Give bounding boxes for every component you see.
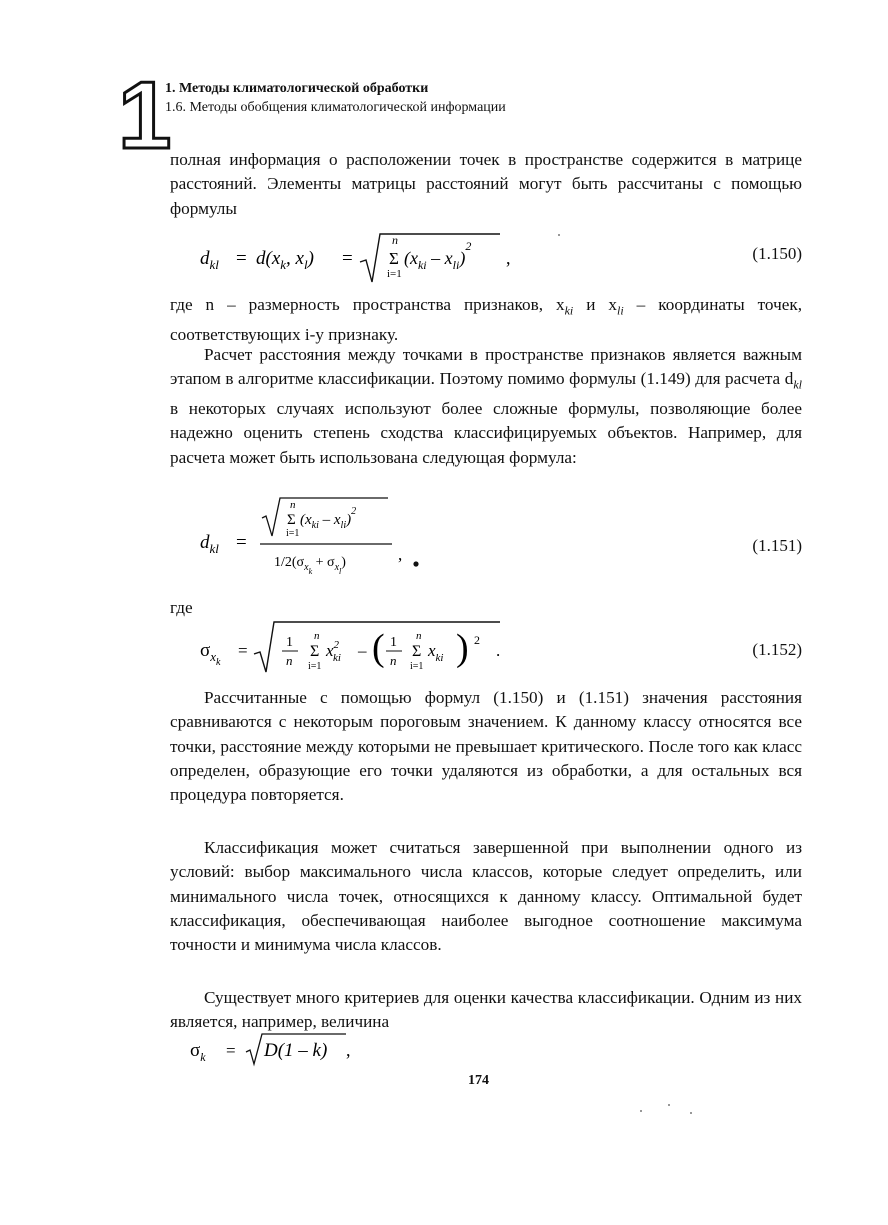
svg-text:n: n bbox=[392, 233, 398, 247]
svg-text:(: ( bbox=[372, 627, 385, 669]
svg-text:1: 1 bbox=[390, 635, 397, 650]
section-title: 1.6. Методы обобщения климатологической информации bbox=[165, 100, 506, 115]
paragraph-distance: Расчет расстояния между точками в пространстве признаков является важным этапом в алгоритме классификации. Поэтому помимо формулы (1.149) для расчета $d_{kl}$ в некоторых случаях используют более сложные формулы, позволяющие более надежно оценить степень сходства классифицируемых объектов. Например, для расчета может быть использована следующая формула: bbox=[170, 345, 802, 467]
scan-speck bbox=[558, 234, 560, 236]
svg-text:(xki – xli)2: $(x_{ki} - x_{li})^2$ bbox=[404, 239, 472, 272]
svg-text:i=1: i=1 bbox=[387, 268, 402, 280]
svg-text:n: n bbox=[390, 653, 397, 668]
chapter-title: 1. Методы климатологической обработки bbox=[165, 81, 429, 96]
svg-text:.: . bbox=[496, 641, 501, 660]
svg-text:,: , bbox=[346, 1040, 351, 1060]
paragraph-intro: полная информация о расположении точек в пространстве содержится в матрице расстояний. Элементы матрицы расстояний могут быть рассчитаны с помощью формулы bbox=[170, 150, 802, 218]
chapter-number: 1 bbox=[118, 62, 172, 169]
svg-text:i=1: i=1 bbox=[410, 661, 424, 672]
equation-1-151 bbox=[200, 494, 440, 584]
svg-text:D(1 – k): D(1 – k) bbox=[264, 1040, 328, 1061]
svg-text:,: , bbox=[398, 545, 403, 564]
svg-text:n: n bbox=[286, 653, 293, 668]
equation-number-1-152: (1.152) bbox=[752, 640, 802, 659]
paragraph-where-n: где n – размерность пространства признаков, $x_{ki}$ и $x_{li}$ – координаты точек, соответствующих i-у признаку. bbox=[170, 295, 802, 344]
svg-text:=: = bbox=[238, 641, 248, 660]
paragraph-classification: Классификация может считаться завершенной при выполнении одного из условий: выбор максимального числа классов, которые следует определить, или минимального числа точек, относящихся к данному классу. Оптимальной будет классификация, обеспечивающая наиболее выгодное соотношение максимума точности и минимума числа классов. bbox=[170, 838, 802, 955]
svg-text:–: – bbox=[358, 641, 367, 660]
equation-1-150 bbox=[200, 226, 530, 288]
svg-text:σk: $\sigma_k$ bbox=[190, 1040, 206, 1064]
equation-1-152 bbox=[200, 614, 530, 676]
svg-text:=: = bbox=[226, 1041, 236, 1060]
svg-text:(xki – xli)2: $(x_{ki} - x_{li})^2$ bbox=[300, 506, 357, 531]
svg-text:Σ: Σ bbox=[287, 512, 296, 528]
svg-text:n: n bbox=[314, 630, 320, 642]
svg-text:=: = bbox=[236, 532, 247, 553]
svg-text:,: , bbox=[506, 248, 511, 268]
svg-text:x2ki: $x^2$ ki bbox=[326, 639, 341, 664]
paragraph-where: где bbox=[170, 598, 193, 617]
equation-sigma-k bbox=[190, 1028, 390, 1068]
svg-text:): ) bbox=[456, 627, 469, 669]
svg-text:2: 2 bbox=[474, 633, 480, 647]
svg-text:=: = bbox=[236, 248, 247, 269]
scan-speck bbox=[690, 1112, 692, 1114]
svg-text:n: n bbox=[416, 630, 422, 642]
svg-text:σxk: $\sigma_{xk}$ bbox=[200, 640, 221, 668]
equation-number-1-150: (1.150) bbox=[752, 244, 802, 263]
svg-text:=: = bbox=[342, 248, 353, 269]
svg-text:i=1: i=1 bbox=[286, 528, 300, 539]
svg-text:Σ: Σ bbox=[310, 643, 320, 660]
scan-speck bbox=[668, 1104, 670, 1106]
scan-speck bbox=[640, 1110, 642, 1112]
svg-text:i=1: i=1 bbox=[308, 661, 322, 672]
svg-text:1/2(σxk + σxl): $1/2(\sigma_{xk} + \sigma_{xl})$ bbox=[274, 555, 346, 576]
svg-text:n: n bbox=[290, 499, 296, 511]
svg-text:1: 1 bbox=[286, 635, 293, 650]
svg-text:Σ: Σ bbox=[389, 249, 399, 268]
page-number: 174 bbox=[468, 1073, 489, 1088]
svg-text:Σ: Σ bbox=[412, 643, 422, 660]
svg-text:d(xk, xl): $d(x_k$, $x_l$) bbox=[256, 248, 314, 272]
svg-text:dkl: $d_{kl}$ bbox=[200, 248, 219, 272]
paragraph-criteria: Существует много критериев для оценки качества классификации. Одним из них является, например, величина bbox=[170, 988, 802, 1032]
svg-text:xki: $x_{ki}$ bbox=[428, 641, 444, 664]
equation-number-1-151: (1.151) bbox=[752, 536, 802, 555]
svg-text:dkl: $d_{kl}$ bbox=[200, 532, 219, 556]
paragraph-calculated: Рассчитанные с помощью формул (1.150) и (1.151) значения расстояния сравниваются с некоторым пороговым значением. К данному классу относятся все точки, расстояние между которыми не превышает критического. После того как класс определен, образующие его точки удаляются из обработки, а для остальных вся процедура повторяется. bbox=[170, 688, 802, 805]
